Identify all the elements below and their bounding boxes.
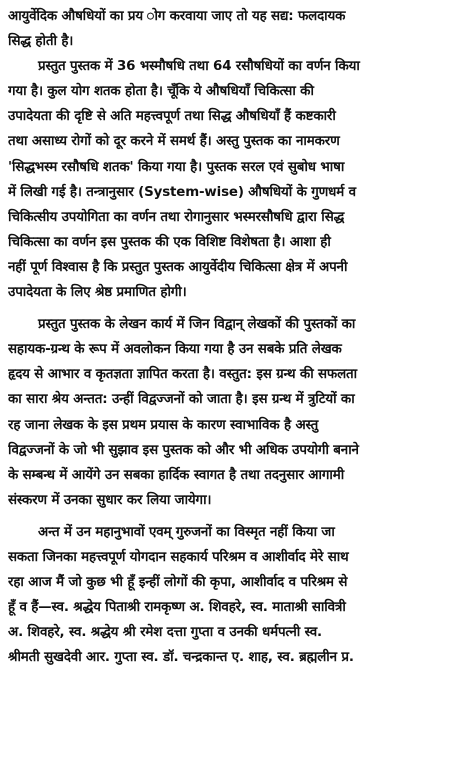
text-line: प्रस्तुत पुस्तक में 36 भस्मौषधि तथा 64 रसौषधियों का वर्णन किया	[38, 59, 360, 75]
text-line: हृदय से आभार व कृतज्ञता ज्ञापित करता है। वस्तुत: इस ग्रन्थ की सफलता	[8, 367, 357, 383]
text-line: उपादेयता की दृष्टि से अति महत्त्वपूर्ण तथा सिद्ध औषधियाँ हैं कष्टकारी	[8, 109, 336, 125]
text-line: उपादेयता के लिए श्रेष्ठ प्रमाणित होगी।	[8, 285, 187, 301]
text-line: अ. शिवहरे, स्व. श्रद्धेय श्री रमेश दत्ता गुप्ता व उनकी धर्मपत्नी स्व.	[8, 625, 322, 641]
paragraph-intro	[8, 4, 454, 54]
text-line: चिकित्सा का वर्णन इस पुस्तक की एक विशिष्ट विशेषता है। आशा ही	[8, 234, 331, 250]
text-line: सिद्ध होती है।	[8, 34, 74, 50]
text-line: प्रस्तुत पुस्तक के लेखन कार्य में जिन विद्वान् लेखकों की पुस्तकों का	[38, 317, 356, 333]
text-line: आयुर्वेदिक औषधियों का प्रय ोग करवाया जाए तो यह सद्य: फलदायक	[8, 9, 346, 24]
paragraph-gap	[8, 513, 454, 520]
paragraph-acknowledgement-scholars	[8, 312, 454, 513]
text-line: अन्त में उन महानुभावों एवम् गुरुजनों का विस्मृत नहीं किया जा	[38, 524, 335, 540]
text-line: रहा आज मैं जो कुछ भी हूँ इन्हीं लोगों की कृपा, आशीर्वाद व परिश्रम से	[8, 575, 348, 591]
text-line: श्रीमती सुखदेवी आर. गुप्ता स्व. डॉ. चन्द्रकान्त ए. शाह, स्व. ब्रह्मलीन प्र.	[8, 650, 354, 666]
text-line: 'सिद्धभस्म रसौषधि शतक' किया गया है। पुस्तक सरल एवं सुबोध भाषा	[8, 159, 345, 175]
text-line: नहीं पूर्ण विश्वास है कि प्रस्तुत पुस्तक आयुर्वेदीय चिकित्सा क्षेत्र में अपनी	[8, 259, 348, 275]
paragraph-acknowledgement-elders	[8, 520, 454, 671]
text-line: सकता जिनका महत्त्वपूर्ण योगदान सहकार्य परिश्रम व आशीर्वाद मेरे साथ	[8, 549, 349, 565]
text-line: के सम्बन्ध में आयेंगे उन सबका हार्दिक स्वागत है तथा तदनुसार आगामी	[8, 467, 345, 483]
text-line: गया है। कुल योग शतक होता है। चूँकि ये औषधियाँ चिकित्सा की	[8, 84, 314, 100]
text-line: रह जाना लेखक के इस प्रथम प्रयास के कारण स्वाभाविक है अस्तु	[8, 417, 319, 433]
text-line: में लिखी गई है। तन्त्रानुसार (System-wise) औषधियों के गुणधर्म व	[8, 184, 356, 200]
text-line: विद्वज्जनों के जो भी सुझाव इस पुस्तक को और भी अधिक उपयोगी बनाने	[8, 442, 359, 458]
text-line: का सारा श्रेय अन्तत: उन्हीं विद्वज्जनों को जाता है। इस ग्रन्थ में त्रुटियों का	[8, 392, 355, 408]
text-line: तथा असाध्य रोगों को दूर करने में समर्थ हैं। अस्तु पुस्तक का नामकरण	[8, 134, 340, 150]
text-line: हूँ व हैं—स्व. श्रद्धेय पिताश्री रामकृष्ण अ. शिवहरे, स्व. माताश्री सावित्री	[8, 600, 346, 616]
paragraph-book-description	[8, 54, 454, 305]
text-line: चिकित्सीय उपयोगिता का वर्णन तथा रोगानुसार भस्मरसौषधि द्वारा सिद्ध	[8, 209, 345, 225]
text-line: सहायक-ग्रन्थ के रूप में अवलोकन किया गया है उन सबके प्रति लेखक	[8, 342, 342, 358]
paragraph-gap	[8, 305, 454, 312]
text-line: संस्करण में उनका सुधार कर लिया जायेगा।	[8, 492, 212, 508]
